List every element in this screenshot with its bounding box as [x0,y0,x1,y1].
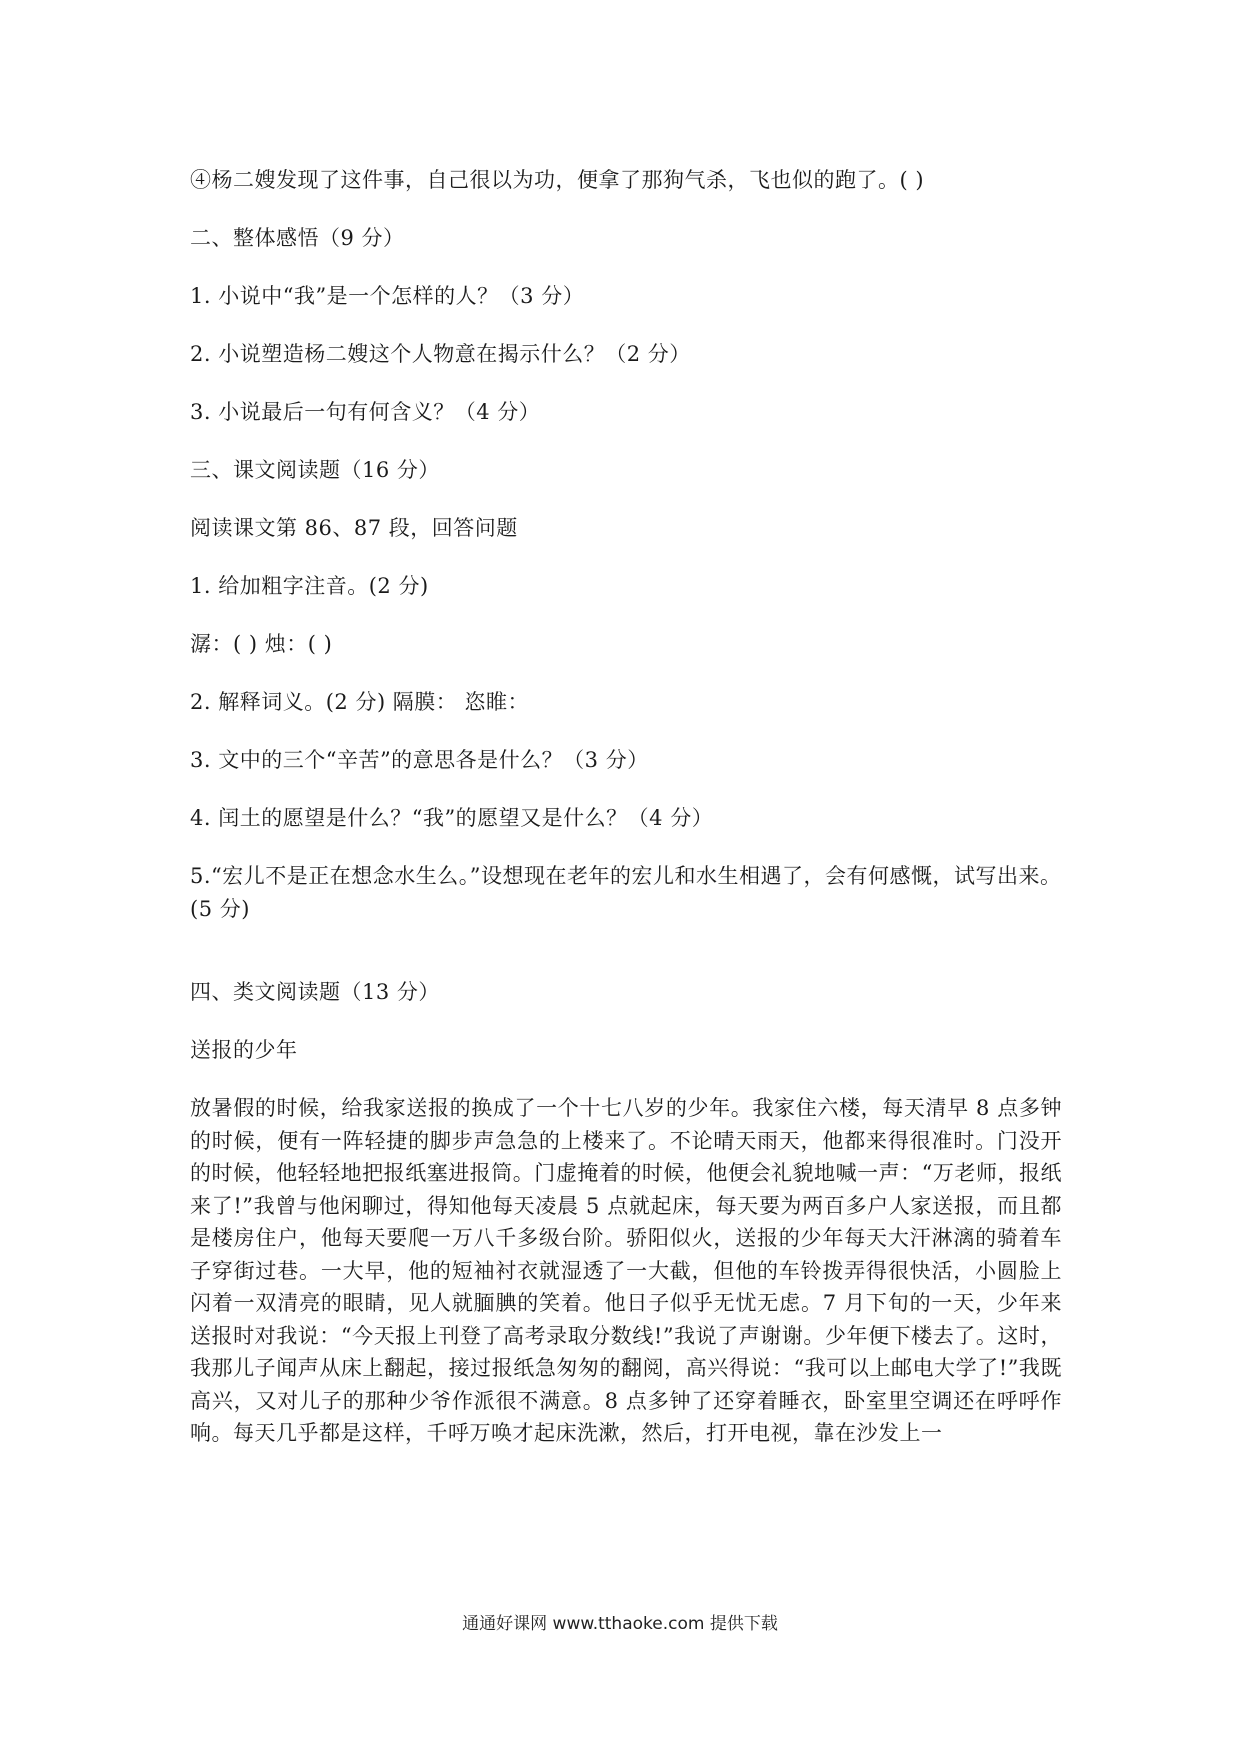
section-3-question-1-blanks: 潺：( ) 烛：( ) [190,632,333,656]
section-3-question-1: 1. 给加粗字注音。(2 分) [190,574,429,598]
section-2-question-3: 3. 小说最后一句有何含义？（4 分） [190,400,541,424]
question-item-4: ④杨二嫂发现了这件事，自己很以为功，便拿了那狗气杀，飞也似的跑了。( ) [190,168,925,192]
section-3-question-2: 2. 解释词义。(2 分) 隔膜： 恣睢： [190,690,529,714]
section-2-heading: 二、整体感悟（9 分） [190,226,405,250]
section-3-question-3: 3. 文中的三个“辛苦”的意思各是什么？（3 分） [190,748,649,772]
section-3-question-4: 4. 闰土的愿望是什么？“我”的愿望又是什么？（4 分） [190,806,714,830]
section-3-heading: 三、课文阅读题（16 分） [190,458,440,482]
section-3-question-5: 5.“宏儿不是正在想念水生么。”设想现在老年的宏儿和水生相遇了，会有何感慨，试写出来。(5 分) [190,864,1062,921]
section-4-heading: 四、类文阅读题（13 分） [190,980,440,1004]
article-title: 送报的少年 [190,1038,298,1062]
footer-source: 通通好课网 www.tthaoke.com 提供下载 [462,1614,778,1634]
article-body: 放暑假的时候，给我家送报的换成了一个十七八岁的少年。我家住六楼，每天清早 8 点多钟的时候，便有一阵轻捷的脚步声急急的上楼来了。不论晴天雨天，他都来得很准时。门没开的时候，他轻轻地把报纸塞进报筒。门虚掩着的时候，他便会礼貌地喊一声：“万老师，报纸来了!”我曾与他闲聊过，得知他每天凌晨 5 点就起床，每天要为两百多户人家送报，而且都是楼房住户，他每天要爬一万八千多级台阶。骄阳似火，送报的少年每天大汗淋漓的骑着车子穿街过巷。一大早，他的短袖衬衣就湿透了一大截，但他的车铃拨弄得很快活，小圆脸上闪着一双清亮的眼睛，见人就腼腆的笑着。他日子似乎无忧无虑。7 月下旬的一天，少年来送报时对我说：“今天报上刊登了高考录取分数线!”我说了声谢谢。少年便下楼去了。这时，我那儿子闻声从床上翻起，接过报纸急匆匆的翻阅，高兴得说：“我可以上邮电大学了!”我既高兴，又对儿子的那种少爷作派很不满意。8 点多钟了还穿着睡衣，卧室里空调还在呼呼作响。每天几乎都是这样，千呼万唤才起床洗漱，然后，打开电视，靠在沙发上一 [190,1096,1062,1445]
section-2-question-1: 1. 小说中“我”是一个怎样的人？（3 分） [190,284,585,308]
section-2-question-2: 2. 小说塑造杨二嫂这个人物意在揭示什么？（2 分） [190,342,691,366]
section-3-intro: 阅读课文第 86、87 段，回答问题 [190,516,518,540]
